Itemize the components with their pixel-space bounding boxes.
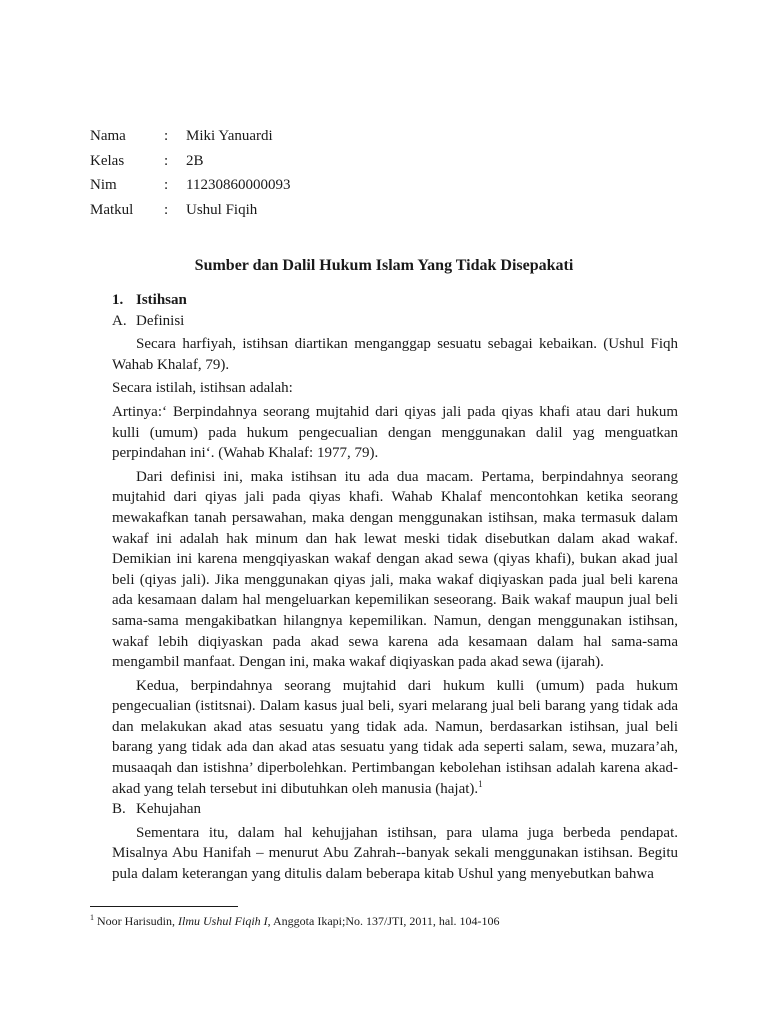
paragraph-artinya: Artinya:‘ Berpindahnya seorang mujtahid dari qiyas jali pada qiyas khafi atau dari hukum kulli (umum) pada hukum pengecualian dengan menggunakan dalil yag menguatkan perpindahan ini‘. (Wahab Khalaf: 1977, 79).: [112, 403, 678, 462]
paragraph-pertama: Dari definisi ini, maka istihsan itu ada dua macam. Pertama, berpindahnya seorang mujtahid dari qiyas jali pada qiyas khafi. Wahab Khalaf mencontohkan ketika seorang mewakafkan tanah persawahan, maka dengan menggunakan istihsan, maka termasuk dalam wakaf ini adalah hak minum dan hak lewat meski tidak disebutkan dalam akad wakaf. Demikian ini karena mengqiyaskan wakaf dengan akad sewa (qiyas khafi), bukan akad jual beli (qiyas jali). Jika menggunakan qiyas jali, maka wakaf diqiyaskan pada jual beli karena ada kesamaan dalam hal mengeluarkan kepemilikan seseorang. Baik wakaf maupun jual beli sama-sama mengakibatkan hilangnya kepemilikan. Namun, dengan menggunakan istihsan, wakaf lebih diqiyaskan pada akad sewa karena ada kesamaan dalam hal sama-sama mengambil manfaat. Dengan ini, maka wakaf diqiyaskan pada akad sewa (ijarah).: [112, 468, 678, 671]
subsection-letter: B.: [112, 801, 126, 818]
info-colon: :: [164, 177, 169, 193]
footnote-mark: 1: [90, 913, 94, 922]
footnote-publication: , Anggota Ikapi;No. 137/JTI, 2011, hal. 104-106: [267, 914, 500, 928]
footnote-book-title: Ilmu Ushul Fiqih I: [178, 914, 268, 928]
paragraph-kedua-text: Kedua, berpindahnya seorang mujtahid dari hukum kulli (umum) pada hukum pengecualian (istitsnai). Dalam kasus jual beli, syari melarang jual beli barang yang tidak ada dan melakukan akad atas sesuatu yang tidak ada. Namun, berdasarkan istihsan, jual beli barang yang tidak ada dan akad atas sesuatu yang tidak ada seperti salam, sewa, muzara’ah, musaaqah dan istishna’ diperbolehkan. Pertimbangan kebolehan istihsan adalah karena akad-akad yang telah tersebut ini dibutuhkan oleh manusia (hajat).: [112, 677, 678, 797]
info-label: Nim: [90, 177, 117, 193]
info-value: Ushul Fiqih: [186, 201, 258, 218]
info-colon: :: [164, 128, 169, 144]
section-heading-istihsan: [112, 290, 678, 311]
paragraph-istilah: Secara istilah, istihsan adalah:: [112, 380, 293, 397]
info-value: Miki Yanuardi: [186, 128, 273, 144]
info-label: Nama: [90, 128, 126, 144]
info-label: Kelas: [90, 152, 125, 169]
paragraph-kedua: [112, 676, 678, 800]
info-row-kelas: [90, 149, 290, 174]
section-heading-text: Istihsan: [136, 292, 187, 308]
info-value: 11230860000093: [186, 177, 291, 193]
footnote: [90, 914, 500, 929]
subsection-heading-text: Definisi: [136, 312, 185, 329]
section-number: 1.: [112, 292, 124, 308]
info-colon: :: [164, 201, 169, 218]
document-body: [112, 290, 678, 885]
info-row-matkul: [90, 198, 290, 223]
subsection-heading-text: Kehujahan: [136, 801, 201, 818]
subsection-heading-definisi: [112, 311, 678, 332]
footnote-divider: [90, 906, 238, 907]
info-value: 2B: [186, 152, 204, 169]
student-info: [90, 124, 290, 222]
paragraph-kehujjahan: Sementara itu, dalam hal kehujjahan istihsan, para ulama juga berbeda pendapat. Misalnya Abu Hanifah – menurut Abu Zahrah--banyak sekali menggunakan istihsan. Begitu pula dalam keterangan yang ditulis dalam beberapa kitab Ushul yang menyebutkan bahwa: [112, 824, 678, 883]
info-row-nim: [90, 173, 290, 198]
info-row-nama: [90, 124, 290, 149]
info-label: Matkul: [90, 201, 134, 218]
document-title: Sumber dan Dalil Hukum Islam Yang Tidak Disepakati: [194, 257, 574, 274]
footnote-author: Noor Harisudin,: [94, 914, 178, 928]
footnote-reference: 1: [478, 778, 483, 789]
subsection-heading-kehujahan: [112, 799, 678, 820]
paragraph-harfiyah: Secara harfiyah, istihsan diartikan menganggap sesuatu sebagai kebaikan. (Ushul Fiqh Wahab Khalaf, 79).: [112, 336, 678, 373]
info-colon: :: [164, 152, 169, 169]
subsection-letter: A.: [112, 312, 127, 329]
